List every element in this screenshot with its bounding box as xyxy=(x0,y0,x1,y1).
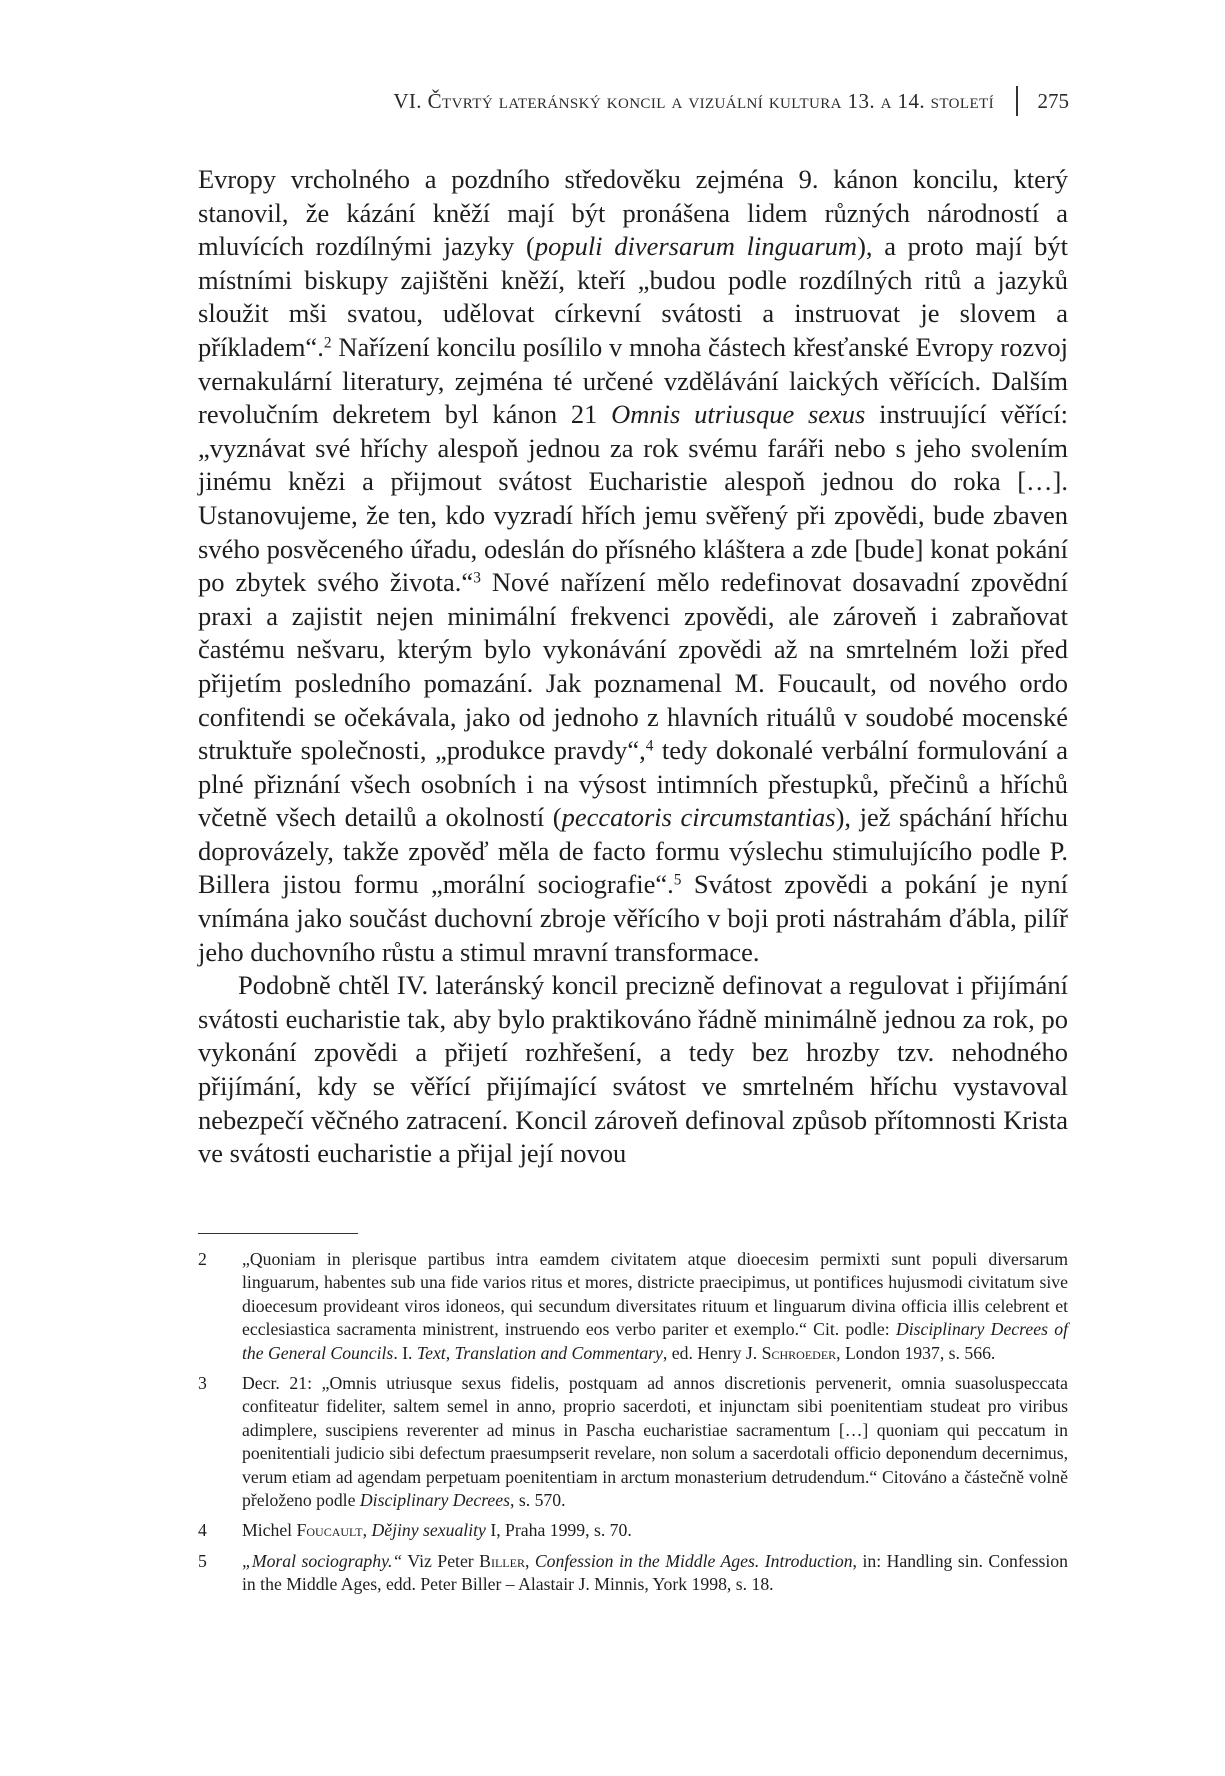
text-run: , London 1937, s. 566. xyxy=(836,1342,996,1363)
text-run: , ed. Henry J. xyxy=(662,1342,762,1363)
footnote-text xyxy=(242,1550,1068,1597)
italic-term: Omnis utriusque sexus xyxy=(611,399,866,430)
italic-title: Disciplinary Decrees xyxy=(359,1490,511,1511)
footnote-text xyxy=(242,1248,1068,1365)
text-run: Decr. 21: „Omnis utriusque sexus fidelis, postquam ad annos discretionis pervenerit, omnia suasoluspeccata confiteatur fideliter, saltem semel in anno, proprio sacerdoti, et injunctam sibi poenitentiam studeat pro viribus adimplere, suscipiens reverenter ad minus in Pascha eucharistiae sacramentum […] quoniam qui peccatum in poenitentiali judicio sibi defectum praesumpserit revelare, non solum a sacerdotali officio deponendum decernimus, verum etiam ad agendam perpetuam poenitentiam in arctum monasterium detrudendum.“ Citováno a částečně volně přeloženo podle xyxy=(242,1373,1068,1511)
text-run: Viz Peter xyxy=(402,1550,480,1571)
italic-term: populi diversarum linguarum xyxy=(534,231,858,262)
footnote-number: 2 xyxy=(198,1249,207,1269)
italic-title: „Moral sociography.“ xyxy=(242,1550,403,1571)
footnote-ref-4[interactable]: 4 xyxy=(645,737,654,755)
text-run: , in: Handling sin. Confession in the Middle Ages, edd. Peter Biller – Alastair J. Minnis, York 1998, s. 18. xyxy=(242,1550,1068,1595)
text-run: , s. 570. xyxy=(510,1490,566,1511)
text-run: Michel xyxy=(242,1520,297,1541)
page-number: 275 xyxy=(1037,88,1069,113)
text-run: , xyxy=(362,1520,372,1541)
footnote-2 xyxy=(198,1248,1068,1365)
italic-title: Text, Translation and Commentary xyxy=(416,1342,663,1363)
chapter-title: VI. Čtvrtý lateránský koncil a vizuální kultura 13. a 14. století xyxy=(393,88,994,113)
italic-title: Confession in the Middle Ages. Introduction xyxy=(534,1550,853,1571)
author-surname: Schroeder xyxy=(761,1342,837,1363)
main-text xyxy=(198,163,1068,1171)
text-run: ), a proto mají být místními biskupy zajištěni kněží, kteří „budou podle rozdílných ritů a jazyků sloužit mši svatou, udělovat církevní svátosti a instruovat je slovem a příkladem“. xyxy=(198,231,1068,362)
text-run: . I. xyxy=(393,1342,417,1363)
footnote-text xyxy=(242,1519,1068,1542)
footnote-3 xyxy=(198,1372,1068,1512)
footnotes xyxy=(198,1248,1068,1604)
paragraph-2: Podobně chtěl IV. lateránský koncil precizně definovat a regulovat i přijímání svátosti eucharistie tak, aby bylo praktikováno řádně minimálně jednou za rok, po vykonání zpovědi a přijetí rozhřešení, a tedy bez hrozby tzv. nehodného přijímání, kdy se věřící přijímající svátost ve smrtelném hříchu vystavoval nebezpečí věčného zatracení. Koncil zároveň definoval způsob přítomnosti Krista ve svátosti eucharistie a přijal její novou xyxy=(198,970,1068,1169)
footnote-ref-2[interactable]: 2 xyxy=(323,334,332,352)
footnote-separator xyxy=(198,1233,358,1234)
italic-title: Dějiny sexuality xyxy=(371,1520,486,1541)
text-run: Nové nařízení mělo redefinovat dosavadní zpovědní praxi a zajistit nejen minimální frekvenci zpovědi, ale zároveň i zabraňovat častému nešvaru, kterým bylo vykonávání zpovědi až na smrtelném loži před přijetím posledního pomazání. Jak poznamenal M. Foucault, od nového ordo confitendi se očekávala, jako od jednoho z hlavních rituálů v soudobé mocenské struktuře společnosti, „produkce pravdy“, xyxy=(198,567,1068,766)
footnote-5 xyxy=(198,1550,1068,1597)
text-run: ), jež spáchání hříchu doprovázely, takže zpověď měla de facto formu výslechu stimulujícího podle P. Billera jistou formu „morální sociografie“. xyxy=(198,802,1069,900)
footnote-4 xyxy=(198,1519,1068,1542)
italic-title: Disciplinary Decrees of the General Councils xyxy=(242,1319,1068,1363)
running-head xyxy=(393,84,1069,118)
footnote-ref-5[interactable]: 5 xyxy=(673,872,682,890)
text-run: , xyxy=(524,1550,535,1571)
text-run: Svátost zpovědi a pokání je nyní vnímána jako součást duchovní zbroje věřícího v boji proti nástrahám ďábla, pilíř jeho duchovního růstu a stimul mravní transformace. xyxy=(198,869,1068,967)
italic-term: peccatoris circumstantias xyxy=(561,802,836,833)
text-run: Evropy vrcholného a pozdního středověku zejména 9. kánon koncilu, který stanovil, že kázání kněží mají být pronášena lidem různých národností a mluvících rozdílnými jazyky ( xyxy=(198,164,1068,262)
footnote-number: 3 xyxy=(198,1373,207,1394)
text-run: „Quoniam in plerisque partibus intra eamdem civitatem atque dioecesim permixti sunt populi diversarum linguarum, habentes sub una fide varios ritus et mores, districte praecipimus, ut pontifices hujusmodi civitatum sive dioecesum provideant viros idoneos, qui secundum diversitates rituum et linguarum divina officia illis celebrent et ecclesiastica sacramenta ministrent, instruendo eos verbo pariter et exemplo.“ Cit. podle: xyxy=(242,1249,1068,1340)
author-surname: Biller xyxy=(479,1550,525,1571)
text-run: I, Praha 1999, s. 70. xyxy=(485,1520,632,1541)
paragraph-1 xyxy=(198,163,1068,969)
text-run: tedy dokonalé verbální formulování a plné přiznání všech osobních i na výsost intimních přestupků, přečinů a hříchů včetně všech detailů a okolností ( xyxy=(198,735,1068,833)
footnote-number: 5 xyxy=(198,1550,207,1571)
author-surname: Foucault xyxy=(296,1520,363,1541)
footnote-text xyxy=(242,1372,1068,1512)
text-run: Nařízení koncilu posílilo v mnoha částech křesťanské Evropy rozvoj vernakulární literatury, zejména té určené vzdělávání laických věřících. Dalším revolučním dekretem byl kánon 21 xyxy=(198,331,1068,430)
header-separator xyxy=(1016,86,1018,116)
footnote-number: 4 xyxy=(198,1520,207,1541)
text-run: instruující věřící: „vyznávat své hříchy alespoň jednou za rok svému faráři nebo s jeho svolením jinému knězi a přijmout svátost Eucharistie alespoň jednou do roka […]. Ustanovujeme, že ten, kdo vyzradí hřích jemu svěřený při zpovědi, bude zbaven svého posvěceného úřadu, odeslán do přísného kláštera a zde [bude] konat pokání po zbytek svého života.“ xyxy=(198,399,1069,598)
footnote-ref-3[interactable]: 3 xyxy=(473,569,481,587)
